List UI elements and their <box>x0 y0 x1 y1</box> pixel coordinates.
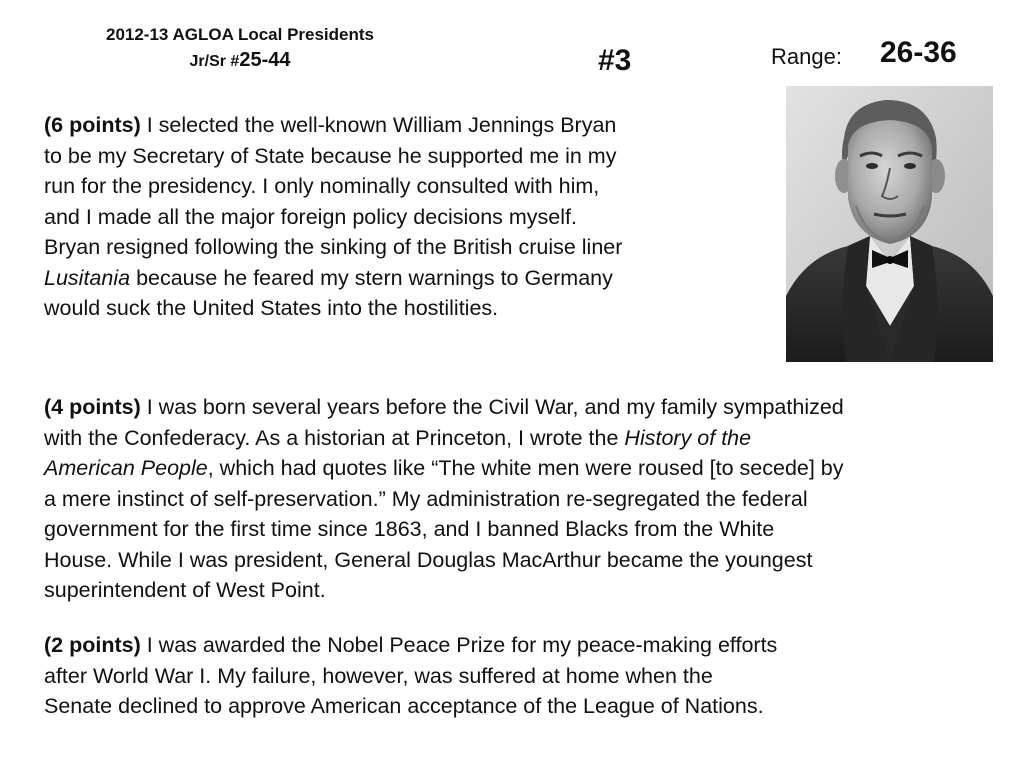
clue-6-points-line: run for the presidency. I only nominally consulted with him, <box>44 174 600 198</box>
clue-6-points-line: because he feared my stern warnings to Germany <box>136 265 613 290</box>
clue-4-points <box>44 392 1004 606</box>
clue-2-points-line: Senate declined to approve American acceptance of the League of Nations. <box>44 694 764 718</box>
clue-4-points-line: with the Confederacy. As a historian at Princeton, I wrote the <box>44 425 619 450</box>
clue-4-points-line: , which had quotes like “The white men were roused [to secede] by <box>207 456 844 480</box>
clue-6-points-line: would suck the United States into the hostilities. <box>44 296 499 320</box>
clue-4-points-book-title: American People <box>44 456 208 480</box>
header-subtitle-prefix: Jr/Sr # <box>189 53 240 71</box>
clue-2-points-label: (2 points) <box>44 633 141 657</box>
clue-4-points-book-title: History of the <box>624 425 752 450</box>
range-label: Range: <box>771 44 842 69</box>
header-subtitle <box>70 48 410 73</box>
clue-2-points <box>44 630 944 722</box>
clue-6-points-line: Bryan resigned following the sinking of the British cruise liner <box>44 235 623 259</box>
clue-2-points-line: I was awarded the Nobel Peace Prize for my peace-making efforts <box>146 633 778 657</box>
clue-6-points <box>44 110 744 324</box>
header-subtitle-number: 25-44 <box>239 49 291 72</box>
clue-2-points-line: after World War I. My failure, however, was suffered at home when the <box>44 663 713 688</box>
portrait-illustration <box>786 86 993 362</box>
clue-4-points-line: government for the first time since 1863, and I banned Blacks from the White <box>44 517 775 541</box>
slide-number: #3 <box>598 44 632 77</box>
clue-6-points-label: (6 points) <box>44 113 141 137</box>
clue-4-points-label: (4 points) <box>44 395 141 419</box>
clue-6-points-line: to be my Secretary of State because he supported me in my <box>44 143 617 168</box>
clue-6-points-line: and I made all the major foreign policy decisions myself. <box>44 204 577 229</box>
clue-6-points-line: I selected the well-known William Jennings Bryan <box>146 113 617 137</box>
range-value: 26-36 <box>880 36 957 69</box>
clue-4-points-line: House. While I was president, General Douglas MacArthur became the youngest <box>44 547 813 572</box>
portrait-photo <box>786 86 993 362</box>
clue-4-points-line: I was born several years before the Civil War, and my family sympathized <box>146 395 844 419</box>
clue-4-points-line: superintendent of West Point. <box>44 578 326 602</box>
clue-4-points-line: a mere instinct of self-preservation.” My administration re-segregated the federal <box>44 486 808 511</box>
clue-6-points-ship-name: Lusitania <box>44 265 131 290</box>
header-title-block <box>70 24 410 73</box>
header-title: 2012-13 AGLOA Local Presidents <box>105 25 374 44</box>
